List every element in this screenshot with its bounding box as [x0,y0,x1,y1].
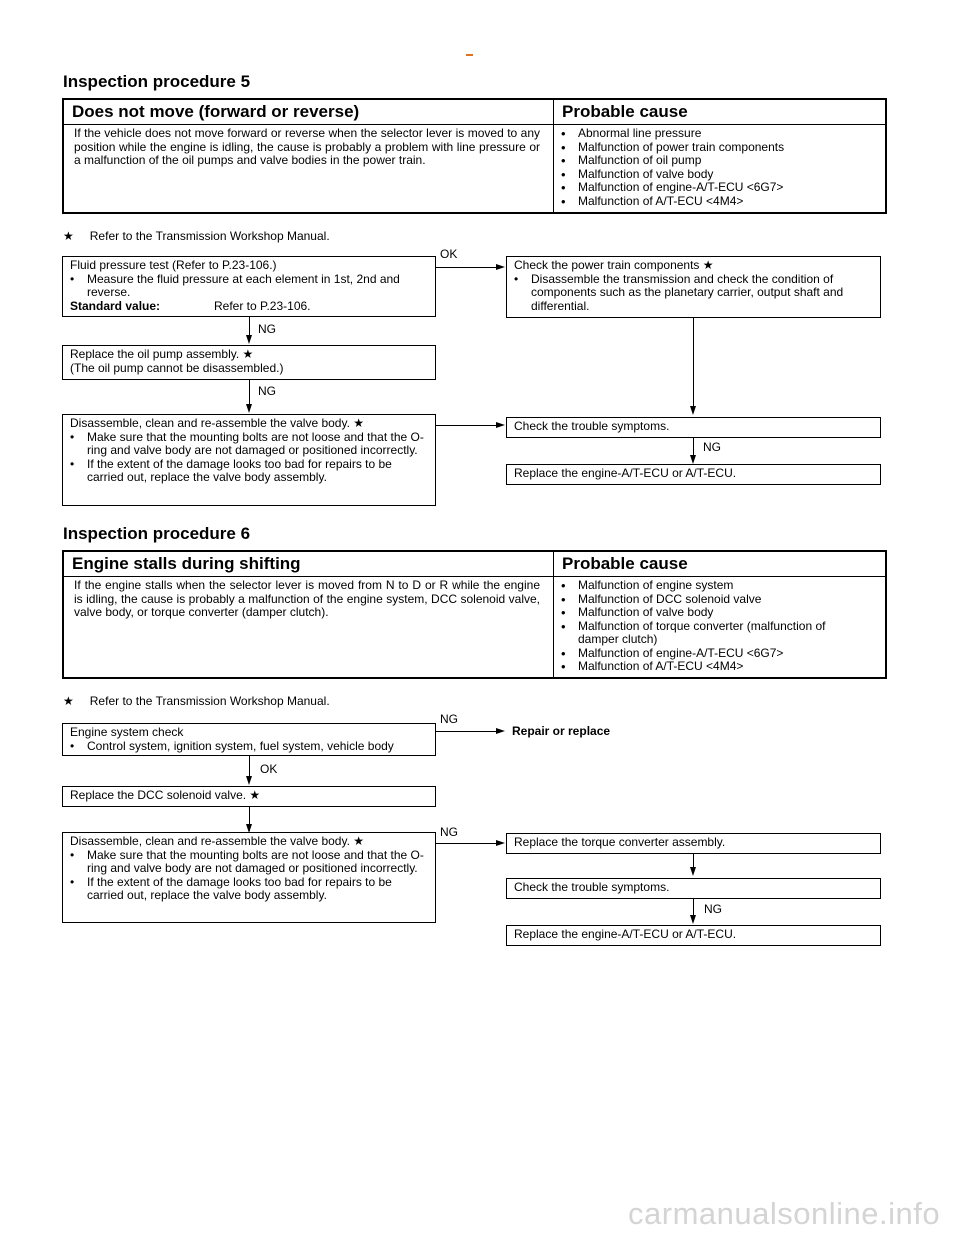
replace-ecu-box: Replace the engine-A/T-ECU or A/T-ECU. [506,925,881,946]
arrow-down-icon [690,867,696,876]
star-note: ★ Refer to the Transmission Workshop Manual. [63,229,330,243]
cause-item: • Malfunction of oil pump [561,154,881,168]
procedure-6-heading: Inspection procedure 6 [63,524,251,543]
check-symptoms-box: Check the trouble symptoms. [506,878,881,899]
watermark: carmanualsonline.info [628,1196,941,1231]
replace-torque-converter-box: Replace the torque converter assembly. [506,833,881,854]
repair-or-replace: Repair or replace [512,724,611,738]
star-icon: ★ [63,694,74,708]
arrow-right-icon [496,840,505,846]
star-note: ★ Refer to the Transmission Workshop Manual. [63,694,330,708]
cause-item: • Malfunction of engine-A/T-ECU <6G7> [561,181,881,195]
cause-item: • Abnormal line pressure [561,127,881,141]
cause-item: • Malfunction of power train components [561,141,881,155]
arrow-down-icon [690,915,696,924]
arrow-down-icon [246,776,252,785]
cause-item: • Malfunction of A/T-ECU <4M4> [561,195,881,209]
cause-item: • Malfunction of valve body [561,606,866,620]
symptom-title: Does not move (forward or reverse) [72,100,359,125]
cause-list [561,127,881,208]
cause-item: • Malfunction of torque converter (malfunction of damper clutch) [561,620,866,647]
arrow-right-icon [496,264,505,270]
ng-label: NG [258,322,276,336]
ok-label: OK [440,247,458,261]
procedure-6-table [62,550,887,679]
replace-dcc-box: Replace the DCC solenoid valve. ★ [62,786,436,807]
replace-oil-pump-box: Replace the oil pump assembly. ★ (The oil pump cannot be disassembled.) [62,345,436,380]
probable-cause-header: Probable cause [553,100,885,125]
cause-item: • Malfunction of A/T-ECU <4M4> [561,660,866,674]
arrow-right-icon [496,728,505,734]
ng-label: NG [703,440,721,454]
symptom-description: If the engine stalls when the selector lever is moved from N to D or R while the engine is idling, the cause is probably a malfunction of the engine system, DCC solenoid valve, valve body, or torque converter (damper clutch). [74,578,540,619]
ok-label: OK [260,762,278,776]
cause-item: • Malfunction of valve body [561,168,881,182]
cause-item: • Malfunction of engine system [561,579,866,593]
arrow-down-icon [246,404,252,413]
symptom-title: Engine stalls during shifting [72,552,301,577]
symptom-description: If the vehicle does not move forward or reverse when the selector lever is moved to any position while the engine is idling, the cause is probably a problem with line pressure or a malfunction of the oil pumps and valve bodies in the power train. [74,126,540,167]
fluid-pressure-test-box: Fluid pressure test (Refer to P.23-106.) • Measure the fluid pressure at each element in 1st, 2nd and reverse. Standard value: Refer to P.23-106. [62,256,436,317]
probable-cause-header: Probable cause [553,552,885,577]
cause-item: • Malfunction of DCC solenoid valve [561,593,866,607]
ng-label: NG [704,902,722,916]
procedure-5-heading: Inspection procedure 5 [63,72,251,91]
power-train-check-box: Check the power train components ★ • Disassemble the transmission and check the condition of components such as the planetary carrier, output shaft and differential. [506,256,881,318]
check-symptoms-box: Check the trouble symptoms. [506,417,881,438]
star-icon: ★ [63,229,74,243]
valve-body-box: Disassemble, clean and re-assemble the valve body. ★ • Make sure that the mounting bolts are not loose and that the O-ring and valve body are not damaged or positioned incorrectly. • If the extent of the damage looks too bad for repairs to be carried out, replace the valve body assembly. [62,414,436,506]
arrow-right-icon [496,422,505,428]
ng-label: NG [258,384,276,398]
cause-item: • Malfunction of engine-A/T-ECU <6G7> [561,647,866,661]
ng-label: NG [440,712,458,726]
replace-ecu-box: Replace the engine-A/T-ECU or A/T-ECU. [506,464,881,485]
cause-list [561,579,866,674]
procedure-5-table [62,98,887,214]
header-mark [466,54,473,56]
engine-system-check-box: Engine system check • Control system, ignition system, fuel system, vehicle body [62,723,436,756]
arrow-down-icon [246,335,252,344]
arrow-down-icon [690,455,696,464]
valve-body-box: Disassemble, clean and re-assemble the valve body. ★ • Make sure that the mounting bolts are not loose and that the O-ring and valve body are not damaged or positioned incorrectly. • If the extent of the damage looks too bad for repairs to be carried out, replace the valve body assembly. [62,832,436,923]
arrow-down-icon [690,406,696,415]
ng-label: NG [440,825,458,839]
